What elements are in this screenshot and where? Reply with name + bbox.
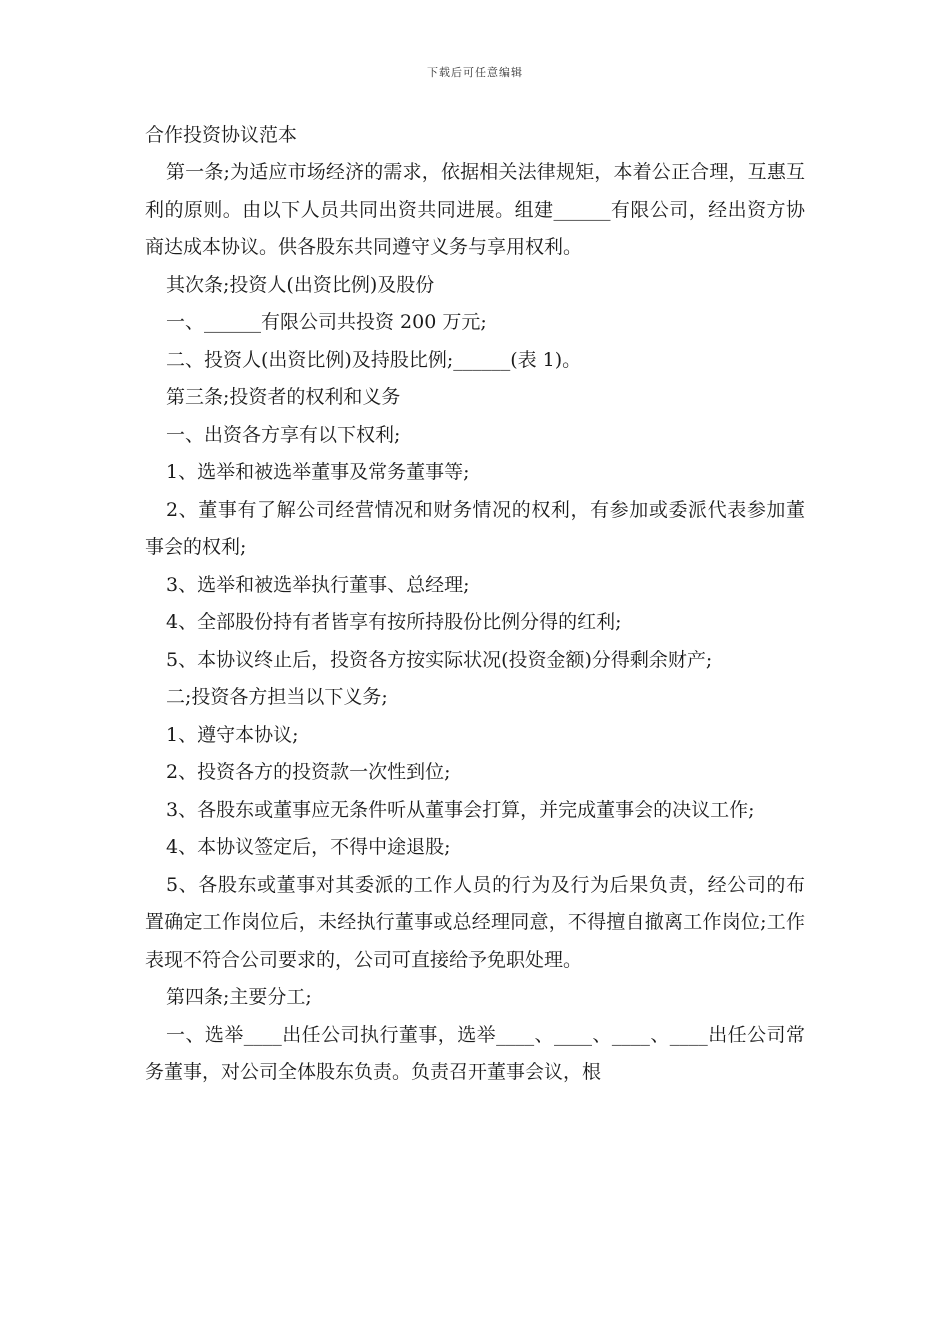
paragraph-article-2-heading: 其次条;投资人(出资比例)及股份 <box>166 273 435 296</box>
paragraph-rights-heading: 一、出资各方享有以下权利; <box>166 423 401 446</box>
paragraph-article-4-item-1: 一、选举____出任公司执行董事，选举____、____、____、____出任公司常务董事，对公司全体股东负责。负责召开董事会议，根 <box>145 1023 805 1083</box>
paragraph-article-2-item-1: 一、______有限公司共投资 200 万元; <box>166 311 487 333</box>
paragraph-article-4-heading: 第四条;主要分工; <box>166 986 312 1008</box>
paragraph-article-3-heading: 第三条;投资者的权利和义务 <box>166 386 401 408</box>
paragraph-rights-item-3: 3、选举和被选举执行董事、总经理; <box>166 573 470 596</box>
paragraph-rights-item-5: 5、本协议终止后，投资各方按实际状况(投资金额)分得剩余财产; <box>166 648 713 671</box>
paragraph-duties-item-2: 2、投资各方的投资款一次性到位; <box>166 761 451 783</box>
paragraph-article-2-item-2: 二、投资人(出资比例)及持股比例;______(表 1)。 <box>166 348 582 371</box>
paragraph-duties-item-3: 3、各股东或董事应无条件听从董事会打算，并完成董事会的决议工作; <box>166 798 755 821</box>
paragraph-duties-item-4: 4、本协议签定后，不得中途退股; <box>166 836 451 858</box>
paragraph-duties-heading: 二;投资各方担当以下义务; <box>166 686 388 708</box>
document-body <box>145 116 805 1092</box>
paragraph-duties-item-1: 1、遵守本协议; <box>166 723 299 746</box>
paragraph-article-1: 第一条;为适应市场经济的需求，依据相关法律规矩，本着公正合理，互惠互利的原则。由以下人员共同出资共同进展。组建______有限公司，经出资方协商达成本协议。供各股东共同遵守义务与享用权利。 <box>145 161 805 258</box>
page-header-note: 下载后可任意编辑 <box>427 66 523 79</box>
paragraph-rights-item-1: 1、选举和被选举董事及常务董事等; <box>166 461 470 483</box>
paragraph-duties-item-5: 5、各股东或董事对其委派的工作人员的行为及行为后果负责，经公司的布置确定工作岗位后，未经执行董事或总经理同意，不得擅自撤离工作岗位;工作表现不符合公司要求的，公司可直接给予免职处理。 <box>145 873 805 971</box>
paragraph-rights-item-2: 2、董事有了解公司经营情况和财务情况的权利，有参加或委派代表参加董事会的权利; <box>145 498 805 558</box>
document-title: 合作投资协议范本 <box>145 124 298 146</box>
paragraph-rights-item-4: 4、全部股份持有者皆享有按所持股份比例分得的红利; <box>166 611 622 633</box>
